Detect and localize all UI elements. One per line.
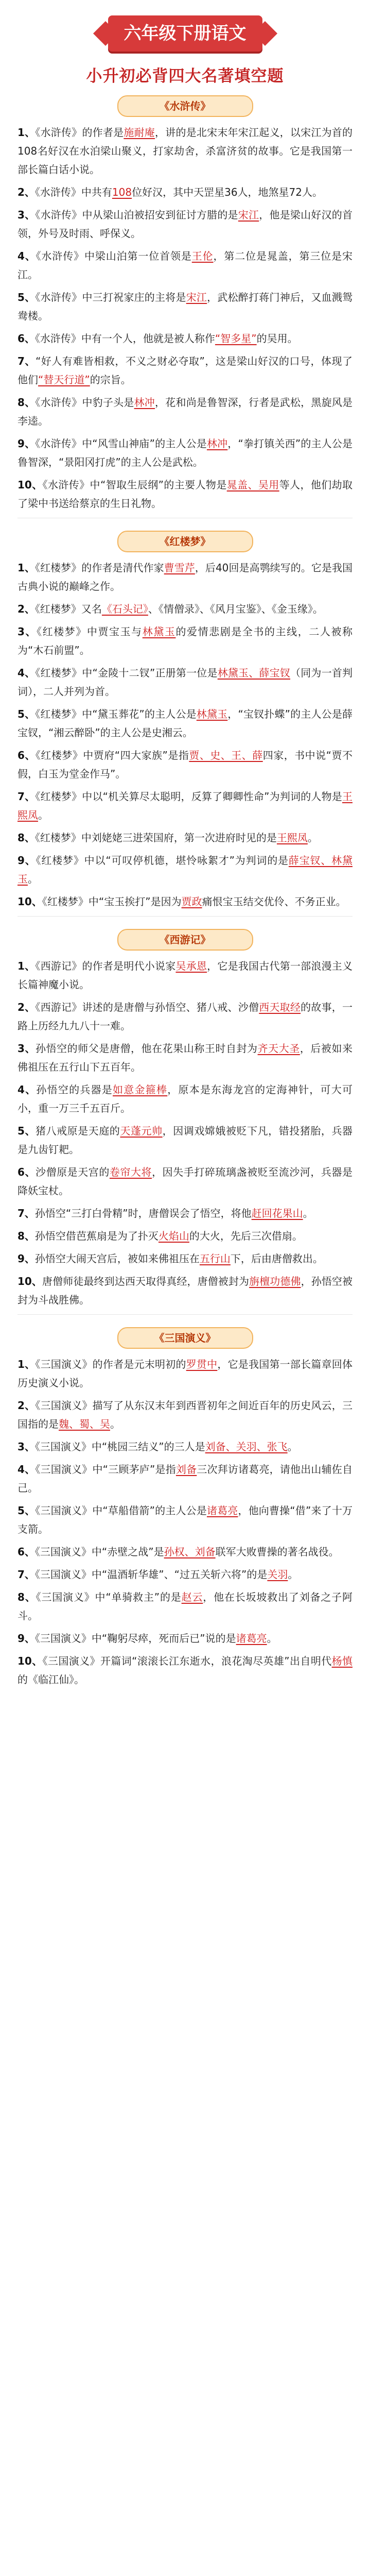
item-number: 8、 bbox=[17, 832, 35, 844]
item-answer: 曹雪芹 bbox=[164, 562, 195, 574]
item-answer: 薛宝钗、林黛玉 bbox=[17, 854, 353, 885]
item-text: 《红楼梦》又名 bbox=[34, 603, 102, 615]
item-answer: 孙权、刘备 bbox=[164, 1546, 216, 1558]
list-item bbox=[17, 1249, 353, 1268]
section-xiyou bbox=[17, 929, 353, 1309]
section-shuihu bbox=[17, 95, 353, 513]
item-tail: 下，后由唐僧救出。 bbox=[230, 1252, 323, 1265]
item-text: 唐僧师徒最终到达西天取得真经，唐僧被封为 bbox=[42, 1275, 250, 1287]
item-number: 3、 bbox=[17, 625, 37, 638]
item-answer: “替天行道” bbox=[38, 374, 90, 386]
item-tail: 的宗旨。 bbox=[90, 374, 131, 386]
item-text: 《三国演义》中“单骑救主”的是 bbox=[36, 1591, 182, 1603]
list-item bbox=[17, 1652, 353, 1689]
item-tail: 三次拜访诸葛亮，请他出山辅佐自己。 bbox=[17, 1463, 353, 1494]
item-answer: 齐天大圣 bbox=[257, 1042, 300, 1055]
item-tail: 位好汉，其中天罡星36人，地煞星72人。 bbox=[132, 186, 323, 198]
item-tail: 的故事，一路上历经九九八十一难。 bbox=[17, 1001, 353, 1032]
item-text: 孙悟空“三打白骨精”时，唐僧误会了悟空，将他 bbox=[34, 1207, 252, 1219]
item-number: 5、 bbox=[17, 1125, 36, 1137]
item-text: 《三国演义》中“温酒斩华雄”、“过五关斩六将”的是 bbox=[34, 1568, 268, 1581]
item-number: 10、 bbox=[17, 895, 42, 908]
item-tail: 的大火，先后三次借扇。 bbox=[189, 1230, 303, 1242]
item-tail: ，花和尚是鲁智深，行者是武松，黑旋风是李逵。 bbox=[17, 396, 353, 427]
item-tail: 的爱情悲剧是全书的主线，二人被称为“木石前盟”。 bbox=[17, 625, 353, 656]
item-answer: 杨慎 bbox=[331, 1655, 353, 1667]
item-text: 《红楼梦》中“黛玉葬花”的主人公是 bbox=[35, 708, 197, 720]
item-tail: ，他向曹操“借”来了十万支箭。 bbox=[17, 1504, 353, 1535]
item-tail: 的《临江仙》。 bbox=[17, 1673, 84, 1686]
item-number: 5、 bbox=[17, 291, 36, 303]
list-item bbox=[17, 434, 353, 471]
item-number: 4、 bbox=[17, 250, 36, 262]
item-tail: ，它是我国第一部长篇章回体历史演义小说。 bbox=[17, 1358, 353, 1389]
item-text: 《水浒传》中共有 bbox=[34, 186, 112, 198]
item-answer: 林冲 bbox=[206, 437, 228, 450]
item-tail: 。 bbox=[38, 809, 48, 821]
list-item bbox=[17, 664, 353, 701]
item-tail: 的吴用。 bbox=[256, 332, 298, 345]
item-answer: 赵云 bbox=[181, 1591, 203, 1603]
item-answer: “智多星” bbox=[215, 332, 257, 345]
item-answer: 魏、蜀、吴 bbox=[59, 1418, 110, 1430]
item-text: 《三国演义》中“鞠躬尽瘁，死而后已”说的是 bbox=[34, 1632, 236, 1645]
item-tail: 。 bbox=[288, 1568, 298, 1581]
item-answer: 王熙凤 bbox=[276, 832, 308, 844]
item-number: 2、 bbox=[17, 1399, 36, 1412]
item-tail: ，“拳打镇关西”的主人公是鲁智深，“景阳冈打虎”的主人公是武松。 bbox=[17, 437, 353, 468]
item-answer: 晁盖、吴用 bbox=[226, 479, 279, 491]
item-tail: 。 bbox=[303, 1207, 313, 1219]
list-item bbox=[17, 1204, 353, 1223]
item-answer: 吴承恩 bbox=[175, 960, 207, 972]
item-number: 1、 bbox=[17, 126, 36, 139]
item-tail: ，他是梁山好汉的首领，外号及时雨、呼保义。 bbox=[17, 209, 353, 240]
item-text: 《水浒传》中梁山泊第一位首领是 bbox=[36, 250, 192, 262]
list-item bbox=[17, 558, 353, 596]
item-answer: 西天取经 bbox=[259, 1001, 301, 1013]
item-text: 《西游记》的作者是明代小说家 bbox=[35, 960, 176, 972]
divider bbox=[17, 916, 353, 917]
list-item bbox=[17, 828, 353, 847]
list-item bbox=[17, 123, 353, 179]
list-item bbox=[17, 1122, 353, 1159]
item-text: 《三国演义》的作者是元末明初的 bbox=[35, 1358, 186, 1370]
item-tail: ，后被如来佛祖压在五行山下五百年。 bbox=[17, 1042, 353, 1073]
list-item bbox=[17, 600, 353, 618]
list-item bbox=[17, 1588, 353, 1625]
item-answer: 林冲 bbox=[134, 396, 155, 409]
list-item bbox=[17, 393, 353, 430]
item-tail: ，“宝钗扑蝶”的主人公是薛宝钗，“湘云醉卧”的主人公是史湘云。 bbox=[17, 708, 353, 739]
item-number: 8、 bbox=[17, 396, 36, 409]
item-text: 《水浒传》中“风雪山神庙”的主人公是 bbox=[35, 437, 207, 450]
list-item bbox=[17, 1501, 353, 1538]
section-sanguo bbox=[17, 1327, 353, 1689]
item-number: 5、 bbox=[17, 1504, 36, 1517]
item-answer: 施耐庵 bbox=[124, 126, 155, 139]
list-item bbox=[17, 1396, 353, 1433]
item-number: 2、 bbox=[17, 186, 35, 198]
divider bbox=[17, 1314, 353, 1315]
item-number: 9、 bbox=[17, 854, 36, 867]
item-text: 《水浒传》中从梁山泊被招安到征讨方腊的是 bbox=[35, 209, 238, 221]
section-heading: 《三国演义》 bbox=[117, 1327, 253, 1349]
item-text: 《三国演义》中“赤壁之战”是 bbox=[34, 1546, 164, 1558]
list-item bbox=[17, 622, 353, 659]
item-answer: 如意金箍棒 bbox=[113, 1083, 168, 1096]
item-answer: 火焰山 bbox=[158, 1230, 189, 1242]
item-number: 1、 bbox=[17, 1358, 36, 1370]
list-item bbox=[17, 352, 353, 389]
item-text: 《红楼梦》中贾府“四大家族”是指 bbox=[35, 749, 189, 761]
item-answer: 旃檀功德佛 bbox=[249, 1275, 301, 1287]
list-item bbox=[17, 183, 353, 201]
item-tail: ，因失手打碎琉璃盏被贬至流沙河，兵器是降妖宝杖。 bbox=[17, 1166, 353, 1197]
list-item bbox=[17, 705, 353, 742]
item-text: 《红楼梦》中以“机关算尽太聪明，反算了卿卿性命”为判词的人物是 bbox=[35, 790, 342, 803]
section-honglou bbox=[17, 531, 353, 911]
list-item bbox=[17, 1460, 353, 1497]
item-number: 5、 bbox=[17, 708, 36, 720]
item-text: 《红楼梦》的作者是清代作家 bbox=[35, 562, 164, 574]
item-number: 3、 bbox=[17, 209, 36, 221]
item-number: 4、 bbox=[17, 667, 36, 679]
item-answer: 108 bbox=[112, 186, 132, 198]
item-text: 《水浒传》中三打祝家庄的主将是 bbox=[35, 291, 186, 303]
item-text: 孙悟空大闹天宫后，被如来佛祖压在 bbox=[34, 1252, 200, 1265]
item-tail: ，因调戏嫦娥被贬下凡，错投猪胎，兵器是九齿钉耙。 bbox=[17, 1125, 353, 1156]
item-tail: 。 bbox=[307, 832, 318, 844]
item-number: 1、 bbox=[17, 960, 36, 972]
item-answer: 《石头记》 bbox=[101, 603, 148, 615]
item-text: 《三国演义》中“三顾茅庐”是指 bbox=[35, 1463, 176, 1476]
item-answer: 林黛玉、薛宝钗 bbox=[217, 667, 291, 679]
item-tail: 痛恨宝玉结交优伶、不务正业。 bbox=[202, 895, 346, 908]
item-tail: 。 bbox=[267, 1632, 277, 1645]
item-answer: 诸葛亮 bbox=[206, 1504, 238, 1517]
item-text: 《红楼梦》中“宝玉挨打”是因为 bbox=[42, 895, 182, 908]
list-item bbox=[17, 787, 353, 824]
item-text: 《水浒传》的作者是 bbox=[35, 126, 124, 139]
item-text: 《红楼梦》中以“可叹停机德，堪怜咏絮才”为判词的是 bbox=[36, 854, 289, 867]
item-answer: 王熙凤 bbox=[17, 790, 353, 821]
item-answer: 宋江 bbox=[186, 291, 207, 303]
item-number: 6、 bbox=[17, 332, 35, 345]
item-answer: 刘备 bbox=[175, 1463, 197, 1476]
item-tail: ，第二位是晁盖，第三位是宋江。 bbox=[17, 250, 353, 281]
item-number: 10、 bbox=[17, 1655, 43, 1667]
list-item bbox=[17, 1437, 353, 1456]
list-item bbox=[17, 998, 353, 1035]
item-tail: ，孙悟空被封为斗战胜佛。 bbox=[17, 1275, 353, 1306]
item-answer: 宋江 bbox=[238, 209, 259, 221]
item-tail: ，后40回是高鹗续写的。它是我国古典小说的巅峰之作。 bbox=[17, 562, 353, 592]
item-text: 《水浒传》中豹子头是 bbox=[35, 396, 134, 409]
page-subtitle: 小升初必背四大名著填空题 bbox=[86, 67, 284, 86]
list-item bbox=[17, 1080, 353, 1117]
item-number: 10、 bbox=[17, 1275, 43, 1287]
item-answer: 贾、史、王、薛 bbox=[189, 749, 263, 761]
item-text: 《水浒传》中“智取生辰纲”的主要人物是 bbox=[42, 479, 227, 491]
item-text: 孙悟空借芭蕉扇是为了扑灭 bbox=[34, 1230, 158, 1242]
item-number: 3、 bbox=[17, 1042, 36, 1055]
item-text: 孙悟空的师父是唐僧，他在花果山称王时自封为 bbox=[36, 1042, 258, 1055]
item-answer: 关羽 bbox=[267, 1568, 288, 1581]
item-answer: 赶回花果山 bbox=[251, 1207, 303, 1219]
list-item bbox=[17, 1565, 353, 1584]
item-tail: 、《情僧录》、《风月宝鉴》、《金玉缘》。 bbox=[148, 603, 323, 615]
list-item bbox=[17, 206, 353, 243]
item-number: 6、 bbox=[17, 1166, 36, 1178]
item-text: 《三国演义》中“草船借箭”的主人公是 bbox=[35, 1504, 207, 1517]
item-text: 《红楼梦》中“金陵十二钗”正册第一位是 bbox=[35, 667, 218, 679]
item-number: 4、 bbox=[17, 1083, 37, 1096]
item-number: 2、 bbox=[17, 1001, 36, 1013]
item-number: 3、 bbox=[17, 1440, 35, 1453]
list-item bbox=[17, 892, 353, 911]
list-item bbox=[17, 329, 353, 348]
item-text: 《三国演义》中“桃园三结义”的三人是 bbox=[34, 1440, 205, 1453]
list-item bbox=[17, 476, 353, 513]
item-number: 9、 bbox=[17, 1252, 35, 1265]
item-number: 2、 bbox=[17, 603, 35, 615]
list-item bbox=[17, 957, 353, 994]
list-item bbox=[17, 851, 353, 888]
section-heading: 《西游记》 bbox=[117, 929, 253, 951]
item-number: 10、 bbox=[17, 479, 43, 491]
item-number: 9、 bbox=[17, 1632, 35, 1645]
list-item bbox=[17, 1039, 353, 1076]
item-number: 1、 bbox=[17, 562, 36, 574]
item-text: 《三国演义》开篇词“滚滚长江东逝水，浪花淘尽英雄”出自明代 bbox=[42, 1655, 332, 1667]
item-number: 7、 bbox=[17, 1568, 35, 1581]
item-answer: 诸葛亮 bbox=[236, 1632, 267, 1645]
item-tail: ，原本是东海龙宫的定海神针，可大可小，重一万三千五百斤。 bbox=[17, 1083, 353, 1114]
item-tail: ，它是我国古代第一部浪漫主义长篇神魔小说。 bbox=[17, 960, 353, 991]
page bbox=[0, 15, 370, 2576]
item-text: 《水浒传》中有一个人，他就是被人称作 bbox=[34, 332, 215, 345]
item-number: 7、 bbox=[17, 355, 36, 367]
item-tail: 。 bbox=[110, 1418, 120, 1430]
item-text: 《红楼梦》中贾宝玉与 bbox=[37, 625, 143, 638]
item-text: 《三国演义》描写了从东汉末年到西晋初年之间近百年的历史风云，三国指的是 bbox=[17, 1399, 353, 1430]
item-number: 6、 bbox=[17, 749, 36, 761]
list-item bbox=[17, 1272, 353, 1309]
item-tail: 。 bbox=[28, 873, 38, 885]
item-tail: （同为一首判词），二人并列为首。 bbox=[17, 667, 353, 698]
item-tail: 。 bbox=[287, 1440, 298, 1453]
list-item bbox=[17, 1629, 353, 1648]
item-number: 7、 bbox=[17, 790, 36, 803]
item-answer: 五行山 bbox=[199, 1252, 231, 1265]
item-tail: ，讲的是北宋末年宋江起义，以宋江为首的108名好汉在水泊梁山聚义，打家劫舍，杀富济贫的故事。它是我国第一部长篇白话小说。 bbox=[17, 126, 353, 176]
list-item bbox=[17, 247, 353, 284]
list-item bbox=[17, 1355, 353, 1392]
item-number: 9、 bbox=[17, 437, 36, 450]
item-number: 6、 bbox=[17, 1546, 35, 1558]
item-text: “好人有难皆相救，不义之财必夺取”，这是梁山好汉的口号，体现了他们 bbox=[17, 355, 353, 386]
list-item bbox=[17, 1543, 353, 1561]
section-heading: 《水浒传》 bbox=[117, 95, 253, 117]
list-item bbox=[17, 1163, 353, 1200]
page-title: 六年级下册语文 bbox=[108, 15, 262, 52]
item-number: 8、 bbox=[17, 1230, 35, 1242]
item-text: 孙悟空的兵器是 bbox=[36, 1083, 113, 1096]
item-answer: 林黛玉 bbox=[196, 708, 228, 720]
item-text: 《西游记》讲述的是唐僧与孙悟空、猪八戒、沙僧 bbox=[35, 1001, 259, 1013]
item-answer: 卷帘大将 bbox=[109, 1166, 152, 1178]
item-answer: 罗贯中 bbox=[186, 1358, 218, 1370]
item-answer: 天蓬元帅 bbox=[120, 1125, 163, 1137]
item-answer: 贾政 bbox=[181, 895, 202, 908]
list-item bbox=[17, 1227, 353, 1245]
item-number: 4、 bbox=[17, 1463, 36, 1476]
item-number: 7、 bbox=[17, 1207, 35, 1219]
item-tail: ，武松醉打蒋门神后，又血溅鸳鸯楼。 bbox=[17, 291, 353, 322]
item-tail: 四家，书中说“贾不假，白玉为堂金作马”。 bbox=[17, 749, 353, 780]
item-text: 猪八戒原是天庭的 bbox=[36, 1125, 120, 1137]
list-item bbox=[17, 288, 353, 325]
item-text: 沙僧原是天宫的 bbox=[36, 1166, 110, 1178]
item-tail: 联军大败曹操的著名战役。 bbox=[215, 1546, 339, 1558]
item-answer: 林黛玉 bbox=[142, 625, 176, 638]
list-item bbox=[17, 746, 353, 783]
section-heading: 《红楼梦》 bbox=[117, 531, 253, 552]
item-answer: 王伦 bbox=[191, 250, 214, 262]
item-number: 8、 bbox=[17, 1591, 36, 1603]
item-answer: 刘备、关羽、张飞 bbox=[205, 1440, 288, 1453]
item-tail: ，他在长坂坡救出了刘备之子阿斗。 bbox=[17, 1591, 353, 1622]
item-tail: 等人，他们劫取了梁中书送给蔡京的生日礼物。 bbox=[17, 479, 353, 510]
item-text: 《红楼梦》中刘姥姥三进荣国府，第一次进府时见的是 bbox=[34, 832, 277, 844]
